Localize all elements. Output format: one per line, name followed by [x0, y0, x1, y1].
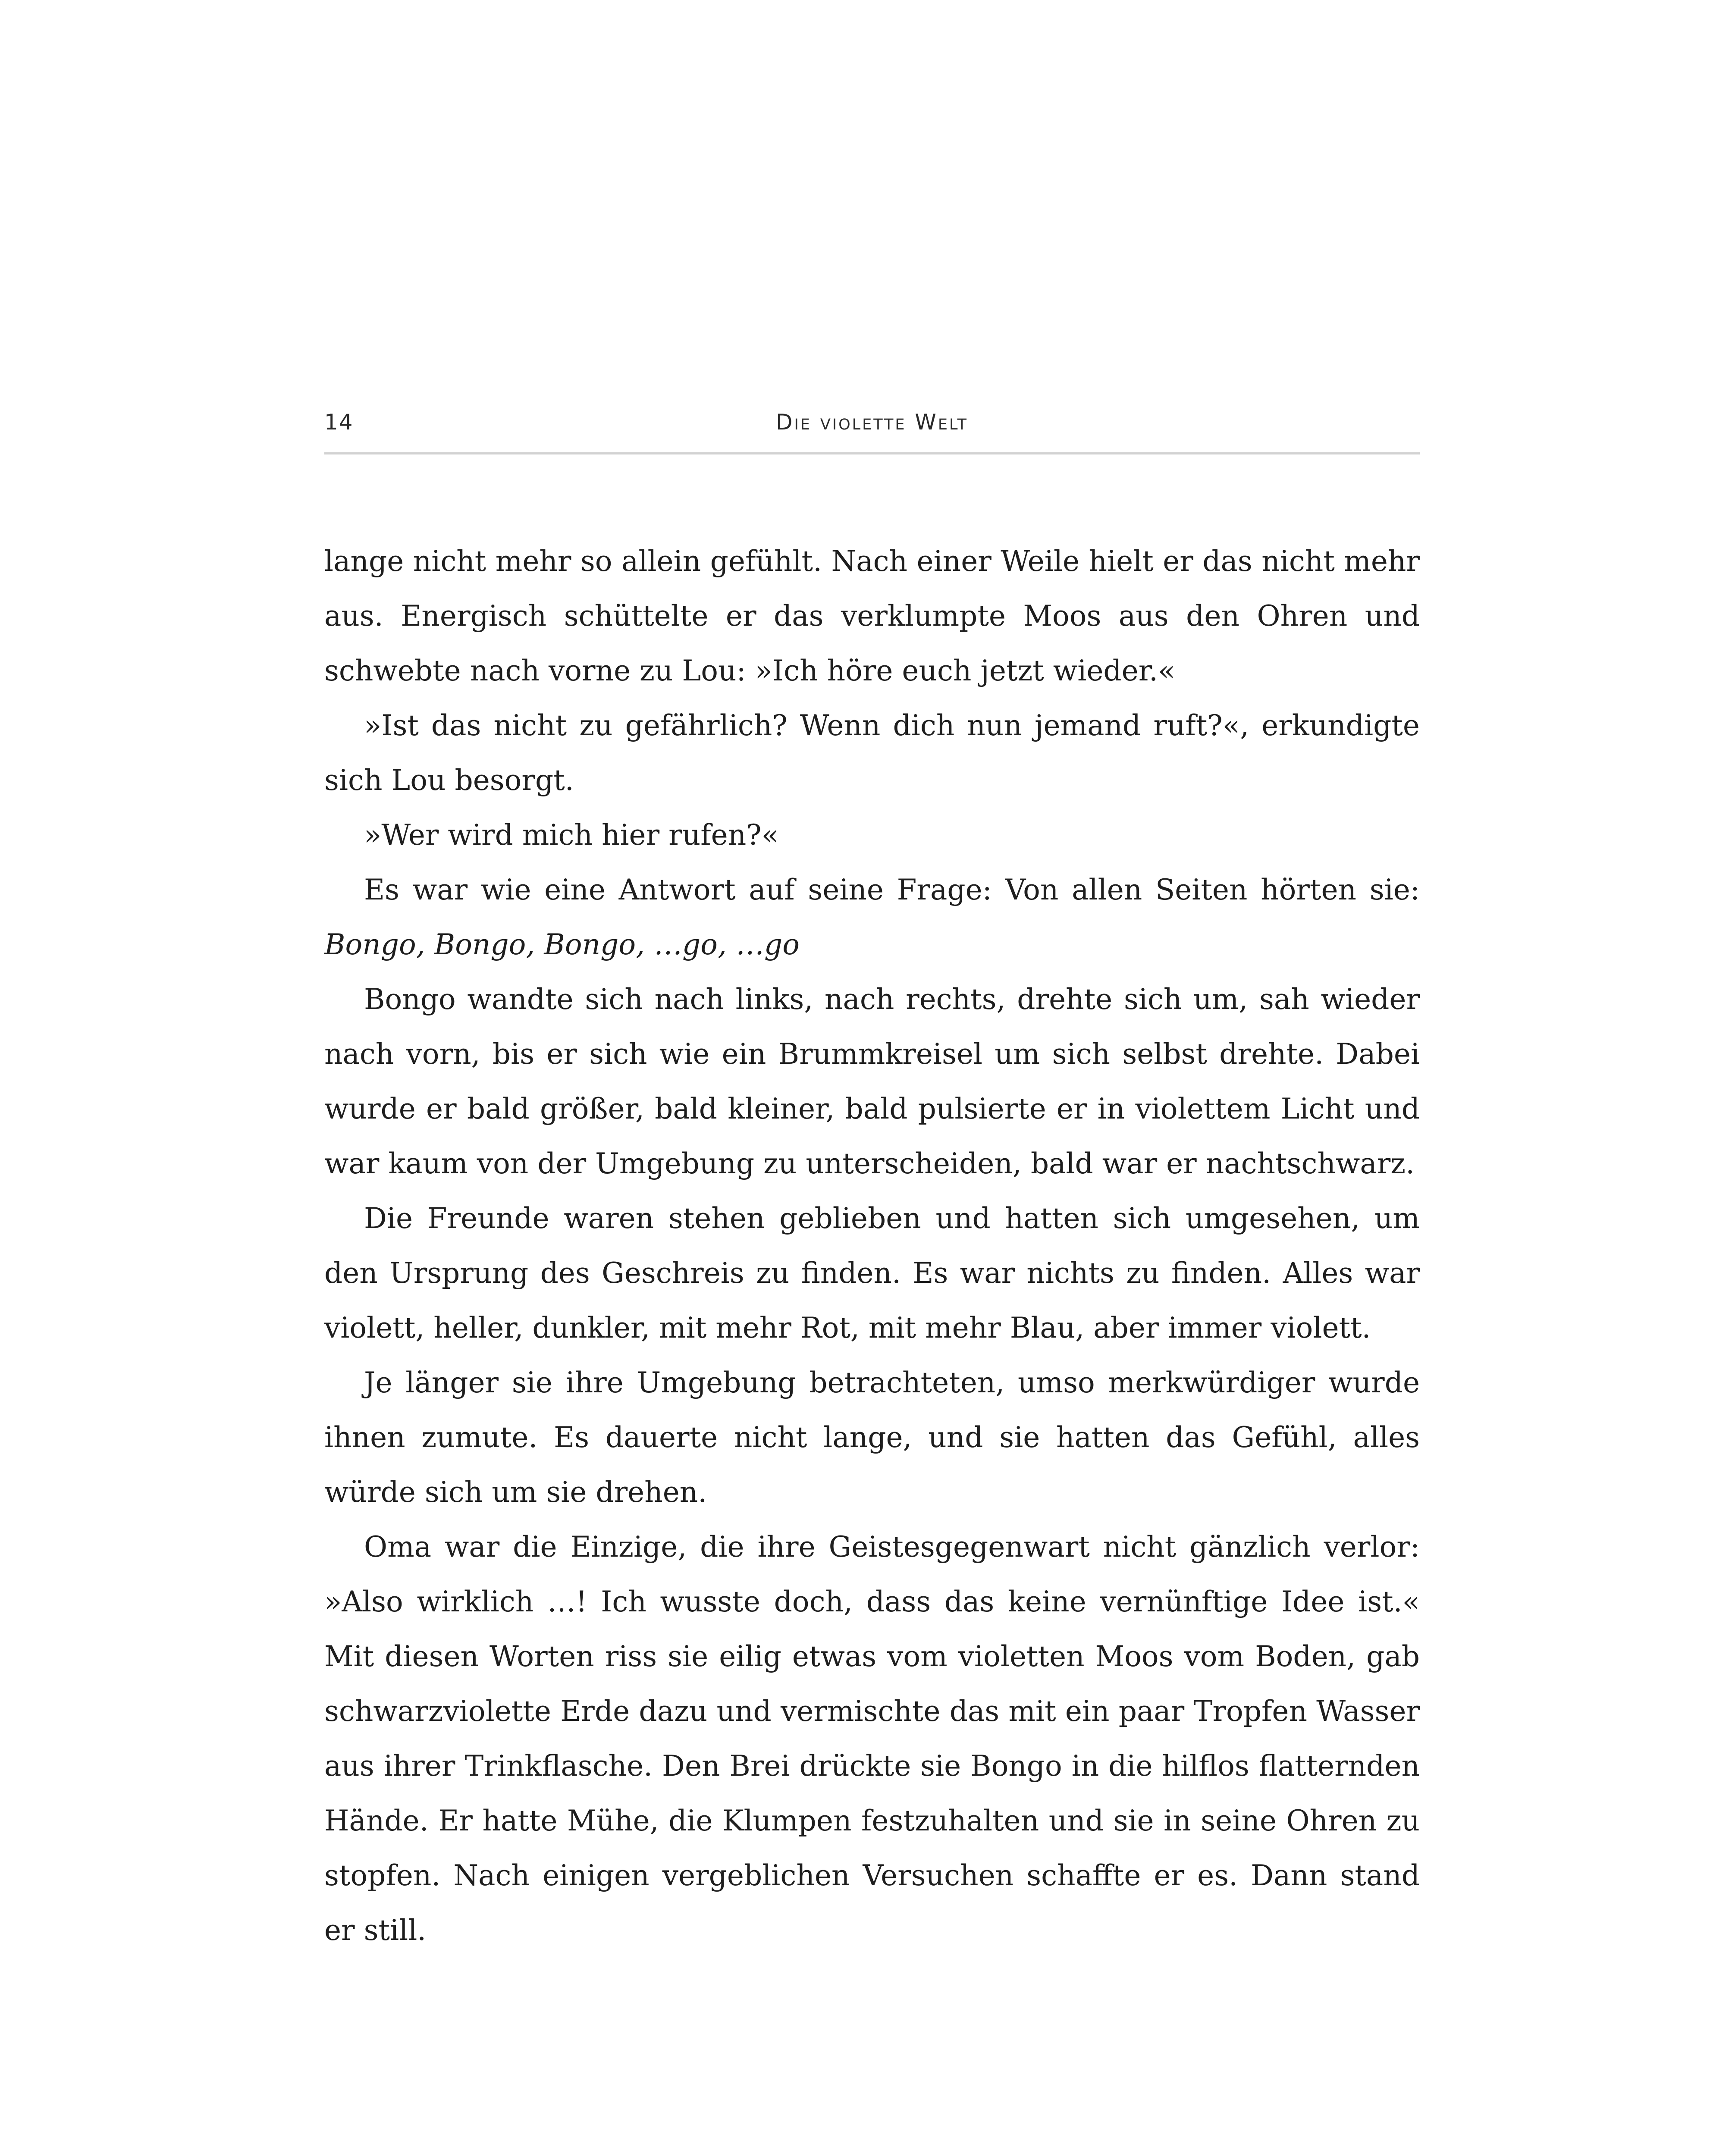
paragraph: Je länger sie ihre Umgebung betrachteten, umso merkwürdiger wurde ihnen zumute. Es dauerte nicht lange, und sie hatten das Gefühl, alles würde sich um sie drehen.	[324, 1366, 1420, 1509]
paragraph	[324, 862, 1420, 972]
italic-echo-text: Bongo, Bongo, Bongo, …go, …go	[324, 928, 800, 961]
paragraph-text: Es war wie eine Antwort auf seine Frage: Von allen Seiten hörten sie:	[364, 873, 1420, 906]
paragraph: Bongo wandte sich nach links, nach rechts, drehte sich um, sah wieder nach vorn, bis er sich wie ein Brummkreisel um sich selbst drehte. Dabei wurde er bald größer, bald kleiner, bald pulsierte er in violettem Licht und war kaum von der Umgebung zu unterscheiden, bald war er nachtschwarz.	[324, 983, 1420, 1180]
paragraph: »Ist das nicht zu gefährlich? Wenn dich nun jemand ruft?«, erkundigte sich Lou besorgt.	[324, 709, 1420, 797]
paragraph: lange nicht mehr so allein gefühlt. Nach einer Weile hielt er das nicht mehr aus. Energisch schüttelte er das verklumpte Moos aus den Ohren und schwebte nach vorne zu Lou: »Ich höre euch jetzt wieder.«	[324, 545, 1420, 687]
page-number: 14	[324, 410, 354, 435]
running-title: Die violette Welt	[775, 410, 969, 435]
paragraph: Oma war die Einzige, die ihre Geistesgegenwart nicht gänzlich verlor: »Also wirklich …! Ich wusste doch, dass das keine vernünftige Idee ist.« Mit diesen Worten riss sie eilig etwas vom violetten Moos vom Boden, gab schwarzviolette Erde dazu und vermischte das mit ein paar Tropfen Wasser aus ihrer Trinkflasche. Den Brei drückte sie Bongo in die hilflos flatternden Hände. Er hatte Mühe, die Klumpen festzuhalten und sie in seine Ohren zu stopfen. Nach einigen vergeblichen Versuchen schaffte er es. Dann stand er still.	[324, 1530, 1420, 1947]
paragraph: »Wer wird mich hier rufen?«	[364, 818, 779, 852]
running-header	[324, 401, 1420, 448]
body-text	[324, 534, 1420, 1958]
paragraph: Die Freunde waren stehen geblieben und hatten sich umgesehen, um den Ursprung des Geschreis zu finden. Es war nichts zu finden. Alles war violett, heller, dunkler, mit mehr Rot, mit mehr Blau, aber immer violett.	[324, 1202, 1420, 1344]
header-divider	[324, 452, 1420, 454]
